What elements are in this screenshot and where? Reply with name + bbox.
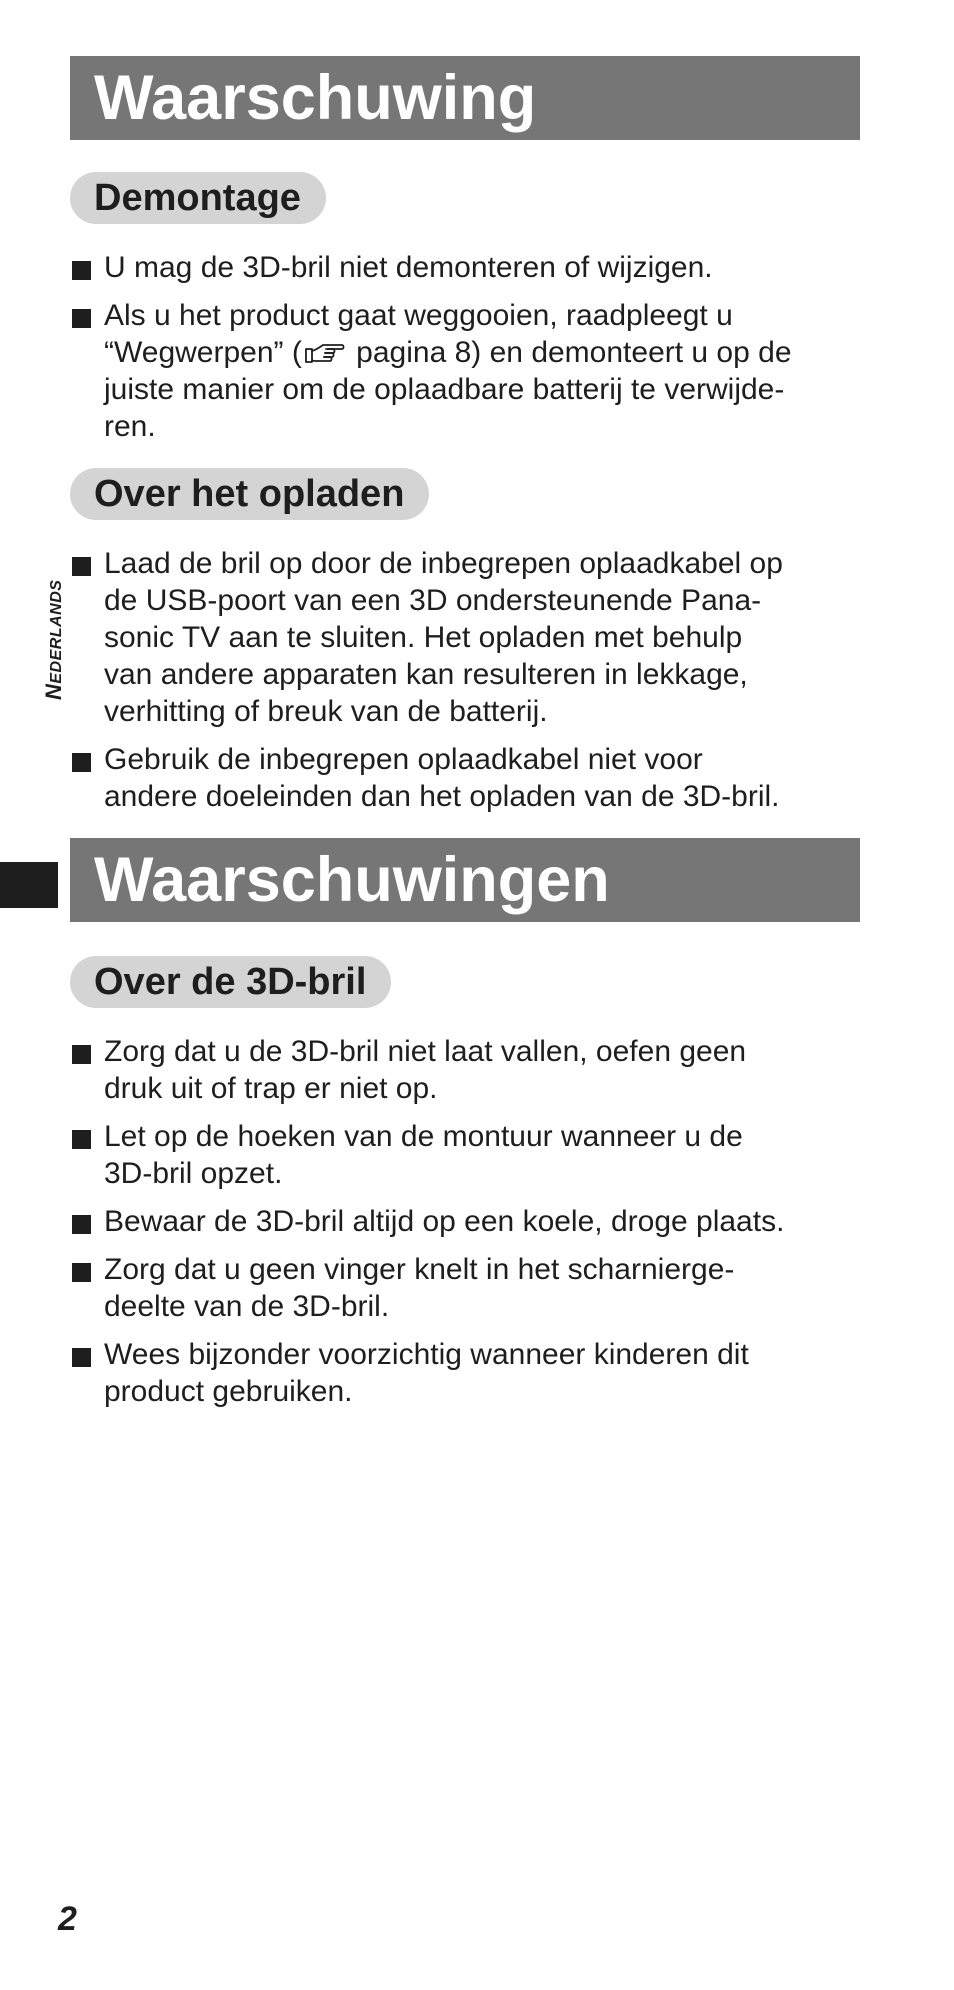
3d-bril-list [70, 1033, 870, 1421]
bullet-square-icon [72, 1348, 91, 1367]
bullet-square-icon [72, 753, 91, 772]
list-item: Bewaar de 3D-bril altijd op een koele, droge plaats. [70, 1203, 870, 1240]
line-with-reference: “Wegwerpen” ( pagina 8) en demonteert u op de [104, 336, 792, 369]
list-item: U mag de 3D-bril niet demonteren of wijzigen. [70, 249, 870, 286]
cautions-banner: Waarschuwingen [70, 838, 860, 922]
bullet-square-icon [72, 557, 91, 576]
bullet-square-icon [72, 261, 91, 280]
warning-banner: Waarschuwing [70, 56, 860, 140]
list-item: Let op de hoeken van de montuur wanneer u de 3D-bril opzet. [70, 1118, 870, 1192]
list-item: Als u het product gaat weggooien, raadpleegt u “Wegwerpen” ( pagina 8) en demonteert u op de juiste manier om de oplaadbare batterij te verwijde- ren. [70, 297, 870, 445]
list-item: Wees bijzonder voorzichtig wanneer kinderen dit product gebruiken. [70, 1336, 870, 1410]
page-number: 2 [58, 1900, 77, 1938]
pointing-hand-icon [304, 341, 346, 365]
list-item: Laad de bril op door de inbegrepen oplaadkabel op de USB-poort van een 3D ondersteunende Pana- sonic TV aan te sluiten. Het opladen met behulp van andere apparaten kan resulteren in lekkage, verhitting of breuk van de batterij. [70, 545, 870, 730]
bullet-square-icon [72, 1263, 91, 1282]
bullet-square-icon [72, 1045, 91, 1064]
heading-over-de-3d-bril: Over de 3D-bril [70, 956, 391, 1008]
list-item: Zorg dat u de 3D-bril niet laat vallen, oefen geen druk uit of trap er niet op. [70, 1033, 870, 1107]
heading-demontage: Demontage [70, 172, 326, 224]
list-item: Gebruik de inbegrepen oplaadkabel niet voor andere doeleinden dan het opladen van de 3D-bril. [70, 741, 870, 815]
bullet-square-icon [72, 1215, 91, 1234]
language-tab-label: NEDERLANDS [41, 579, 66, 700]
list-item: Zorg dat u geen vinger knelt in het scharnierge- deelte van de 3D-bril. [70, 1251, 870, 1325]
bullet-square-icon [72, 1130, 91, 1149]
language-tab-marker [0, 862, 58, 908]
opladen-list [70, 545, 870, 826]
demontage-list [70, 249, 870, 456]
bullet-square-icon [72, 309, 91, 328]
heading-over-het-opladen: Over het opladen [70, 468, 429, 520]
